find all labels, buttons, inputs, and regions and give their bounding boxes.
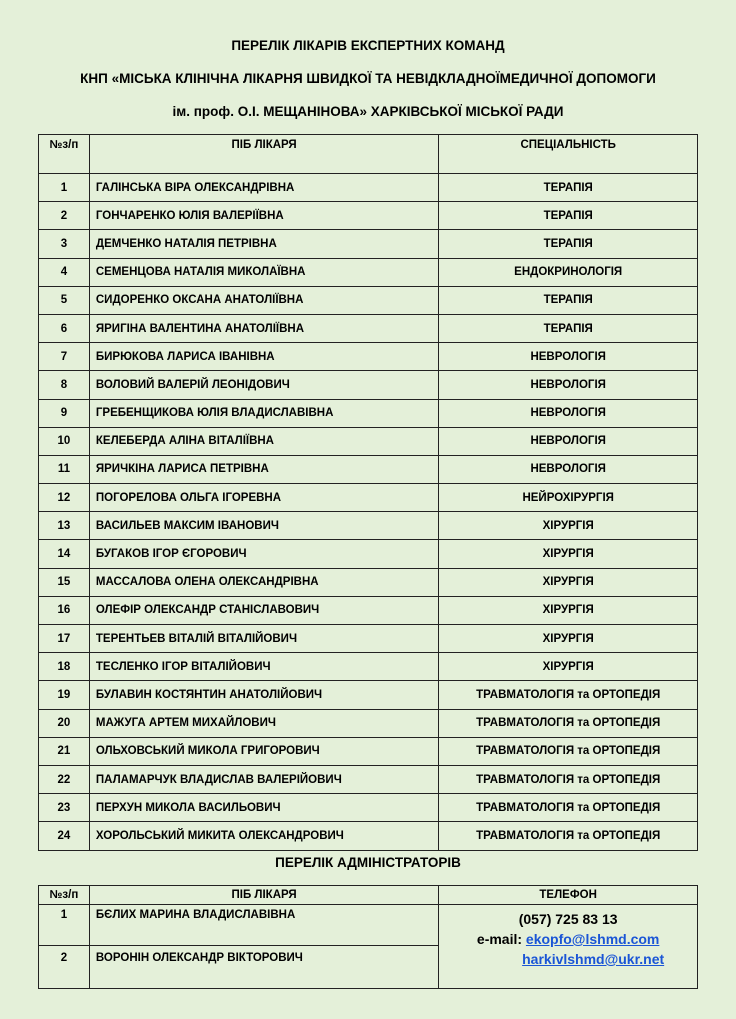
- doctor-specialty: НЕВРОЛОГІЯ: [439, 399, 698, 427]
- table-row: [39, 399, 698, 427]
- table-row: [39, 174, 698, 202]
- table-row: [39, 484, 698, 512]
- table-row: [39, 681, 698, 709]
- doctor-name: ЯРИЧКІНА ЛАРИСА ПЕТРІВНА: [89, 455, 439, 483]
- admins-column-header-number: №з/п: [39, 886, 90, 905]
- doctor-name: ТЕСЛЕНКО ІГОР ВІТАЛІЙОВИЧ: [89, 653, 439, 681]
- doctor-name: ОЛЕФІР ОЛЕКСАНДР СТАНІСЛАВОВИЧ: [89, 596, 439, 624]
- doctor-number: 24: [39, 822, 90, 850]
- doctor-number: 4: [39, 258, 90, 286]
- doctor-number: 7: [39, 343, 90, 371]
- admins-table: [38, 885, 698, 989]
- doctor-number: 10: [39, 427, 90, 455]
- doctor-name: БУГАКОВ ІГОР ЄГОРОВИЧ: [89, 540, 439, 568]
- admin-row: [39, 905, 698, 946]
- email-link-secondary[interactable]: harkivlshmd@ukr.net: [522, 951, 665, 967]
- doctor-name: ГОНЧАРЕНКО ЮЛІЯ ВАЛЕРІЇВНА: [89, 202, 439, 230]
- doctor-name: КЕЛЕБЕРДА АЛІНА ВІТАЛІЇВНА: [89, 427, 439, 455]
- doctor-name: ГАЛІНСЬКА ВІРА ОЛЕКСАНДРІВНА: [89, 174, 439, 202]
- doctor-specialty: ТРАВМАТОЛОГІЯ та ОРТОПЕДІЯ: [439, 765, 698, 793]
- table-row: [39, 540, 698, 568]
- admin-name: ВОРОНІН ОЛЕКСАНДР ВІКТОРОВИЧ: [89, 946, 438, 989]
- doctor-name: ТЕРЕНТЬЕВ ВІТАЛІЙ ВІТАЛІЙОВИЧ: [89, 625, 439, 653]
- table-row: [39, 709, 698, 737]
- doctor-name: БИРЮКОВА ЛАРИСА ІВАНІВНА: [89, 343, 439, 371]
- doctor-name: МАССАЛОВА ОЛЕНА ОЛЕКСАНДРІВНА: [89, 568, 439, 596]
- doctor-specialty: НЕВРОЛОГІЯ: [439, 455, 698, 483]
- doctor-specialty: ХІРУРГІЯ: [439, 568, 698, 596]
- table-row: [39, 286, 698, 314]
- table-row: [39, 765, 698, 793]
- doctor-number: 11: [39, 455, 90, 483]
- doctor-name: ВАСИЛЬЕВ МАКСИМ ІВАНОВИЧ: [89, 512, 439, 540]
- table-row: [39, 258, 698, 286]
- email-link-primary[interactable]: ekopfo@lshmd.com: [525, 931, 660, 947]
- table-header-row: [39, 135, 698, 174]
- table-row: [39, 427, 698, 455]
- hospital-name: КНП «МІСЬКА КЛІНІЧНА ЛІКАРНЯ ШВИДКОЇ ТА НЕВІДКЛАДНОЇМЕДИЧНОЇ ДОПОМОГИ: [80, 71, 656, 86]
- doctor-number: 2: [39, 202, 90, 230]
- doctor-specialty: ТРАВМАТОЛОГІЯ та ОРТОПЕДІЯ: [439, 709, 698, 737]
- doctor-name: ВОЛОВИЙ ВАЛЕРІЙ ЛЕОНІДОВИЧ: [89, 371, 439, 399]
- doctor-specialty: ХІРУРГІЯ: [439, 653, 698, 681]
- doctor-specialty: ТРАВМАТОЛОГІЯ та ОРТОПЕДІЯ: [439, 681, 698, 709]
- table-row: [39, 822, 698, 850]
- admin-number: 1: [39, 905, 90, 946]
- doctor-specialty: НЕВРОЛОГІЯ: [439, 343, 698, 371]
- doctor-name: МАЖУГА АРТЕМ МИХАЙЛОВИЧ: [89, 709, 439, 737]
- table-row: [39, 653, 698, 681]
- doctor-name: ПАЛАМАРЧУК ВЛАДИСЛАВ ВАЛЕРІЙОВИЧ: [89, 765, 439, 793]
- doctor-number: 18: [39, 653, 90, 681]
- table-row: [39, 512, 698, 540]
- admins-title: ПЕРЕЛІК АДМІНІСТРАТОРІВ: [275, 855, 461, 870]
- doctor-specialty: ТРАВМАТОЛОГІЯ та ОРТОПЕДІЯ: [439, 822, 698, 850]
- doctor-specialty: НЕВРОЛОГІЯ: [439, 371, 698, 399]
- email-line-secondary: [439, 949, 697, 969]
- doctor-name: ДЕМЧЕНКО НАТАЛІЯ ПЕТРІВНА: [89, 230, 439, 258]
- admins-column-header-name: ПІБ ЛІКАРЯ: [89, 886, 438, 905]
- table-row: [39, 794, 698, 822]
- doctor-name: ЯРИГІНА ВАЛЕНТИНА АНАТОЛІЇВНА: [89, 314, 439, 342]
- doctor-name: СЕМЕНЦОВА НАТАЛІЯ МИКОЛАЇВНА: [89, 258, 439, 286]
- doctor-specialty: ЕНДОКРИНОЛОГІЯ: [439, 258, 698, 286]
- table-row: [39, 596, 698, 624]
- table-row: [39, 343, 698, 371]
- email-line: [439, 929, 697, 949]
- doctor-number: 13: [39, 512, 90, 540]
- doctor-number: 8: [39, 371, 90, 399]
- doctor-specialty: ТЕРАПІЯ: [439, 230, 698, 258]
- admin-name: БЄЛИХ МАРИНА ВЛАДИСЛАВІВНА: [89, 905, 438, 946]
- doctor-number: 6: [39, 314, 90, 342]
- doctor-specialty: ХІРУРГІЯ: [439, 625, 698, 653]
- doctor-name: БУЛАВИН КОСТЯНТИН АНАТОЛІЙОВИЧ: [89, 681, 439, 709]
- doctor-name: ПЕРХУН МИКОЛА ВАСИЛЬОВИЧ: [89, 794, 439, 822]
- doctor-specialty: ТЕРАПІЯ: [439, 286, 698, 314]
- doctor-number: 14: [39, 540, 90, 568]
- doctor-number: 3: [39, 230, 90, 258]
- doctor-number: 20: [39, 709, 90, 737]
- column-header-number: №з/п: [39, 135, 90, 174]
- document-title: ПЕРЕЛІК ЛІКАРІВ ЕКСПЕРТНИХ КОМАНД: [231, 38, 505, 53]
- doctor-number: 21: [39, 737, 90, 765]
- doctor-specialty: ХІРУРГІЯ: [439, 540, 698, 568]
- table-row: [39, 737, 698, 765]
- doctor-number: 9: [39, 399, 90, 427]
- column-header-name: ПІБ ЛІКАРЯ: [89, 135, 439, 174]
- doctor-name: ГРЕБЕНЩИКОВА ЮЛІЯ ВЛАДИСЛАВІВНА: [89, 399, 439, 427]
- table-row: [39, 625, 698, 653]
- admins-column-header-phone: ТЕЛЕФОН: [439, 886, 698, 905]
- hospital-name-continued: ім. проф. О.І. МЕЩАНІНОВА» ХАРКІВСЬКОЇ МІСЬКОЇ РАДИ: [172, 104, 564, 119]
- doctor-specialty: ХІРУРГІЯ: [439, 596, 698, 624]
- doctor-name: ХОРОЛЬСЬКИЙ МИКИТА ОЛЕКСАНДРОВИЧ: [89, 822, 439, 850]
- doctor-specialty: ТЕРАПІЯ: [439, 174, 698, 202]
- doctor-specialty: ХІРУРГІЯ: [439, 512, 698, 540]
- doctor-number: 19: [39, 681, 90, 709]
- table-row: [39, 230, 698, 258]
- admin-number: 2: [39, 946, 90, 989]
- doctor-name: ПОГОРЕЛОВА ОЛЬГА ІГОРЕВНА: [89, 484, 439, 512]
- doctor-number: 22: [39, 765, 90, 793]
- admin-contact-cell: [439, 905, 698, 989]
- doctor-specialty: НЕЙРОХІРУРГІЯ: [439, 484, 698, 512]
- doctor-number: 1: [39, 174, 90, 202]
- doctor-specialty: ТЕРАПІЯ: [439, 202, 698, 230]
- column-header-specialty: СПЕЦІАЛЬНІСТЬ: [439, 135, 698, 174]
- phone-number: (057) 725 83 13: [518, 911, 618, 927]
- admins-header-row: [39, 886, 698, 905]
- doctor-number: 17: [39, 625, 90, 653]
- doctor-specialty: ТРАВМАТОЛОГІЯ та ОРТОПЕДІЯ: [439, 737, 698, 765]
- doctor-specialty: НЕВРОЛОГІЯ: [439, 427, 698, 455]
- doctors-table: [38, 134, 698, 851]
- table-row: [39, 202, 698, 230]
- doctor-number: 15: [39, 568, 90, 596]
- table-row: [39, 568, 698, 596]
- doctor-specialty: ТРАВМАТОЛОГІЯ та ОРТОПЕДІЯ: [439, 794, 698, 822]
- doctor-number: 16: [39, 596, 90, 624]
- table-row: [39, 371, 698, 399]
- doctor-specialty: ТЕРАПІЯ: [439, 314, 698, 342]
- email-label: e-mail:: [476, 931, 526, 947]
- doctor-name: СИДОРЕНКО ОКСАНА АНАТОЛІЇВНА: [89, 286, 439, 314]
- doctor-number: 23: [39, 794, 90, 822]
- table-row: [39, 314, 698, 342]
- table-row: [39, 455, 698, 483]
- doctor-number: 5: [39, 286, 90, 314]
- doctor-number: 12: [39, 484, 90, 512]
- doctor-name: ОЛЬХОВСЬКИЙ МИКОЛА ГРИГОРОВИЧ: [89, 737, 439, 765]
